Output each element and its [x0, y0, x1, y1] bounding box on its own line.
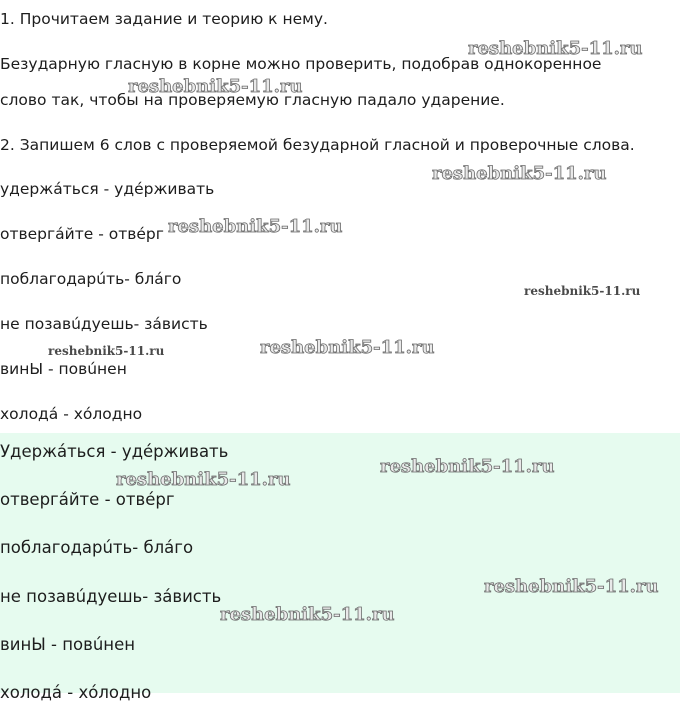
word-pair: удержáться - удéрживать	[0, 180, 215, 198]
watermark: reshebnik5-11.ru	[380, 456, 555, 477]
word-pair: отвергáйте - отвéрг	[0, 225, 164, 243]
answer-box	[0, 433, 680, 702]
theory-line-1: Безударную гласную в корне можно проверить, подобрав однокоренное	[0, 55, 602, 73]
watermark: reshebnik5-11.ru	[220, 604, 395, 625]
word-pair: винЫ - повúнен	[0, 360, 127, 378]
watermark: reshebnik5-11.ru	[524, 284, 641, 298]
watermark: reshebnik5-11.ru	[432, 163, 607, 184]
answer-word-pair: Удержáться - удéрживать	[0, 442, 229, 461]
step2-heading: 2. Запишем 6 слов с проверяемой безударной гласной и проверочные слова.	[0, 136, 635, 154]
watermark: reshebnik5-11.ru	[48, 344, 165, 358]
answer-word-pair: не позавúдуешь- зáвисть	[0, 587, 222, 606]
theory-line-2: слово так, чтобы на проверяемую гласную падало ударение.	[0, 91, 505, 109]
step1-heading: 1. Прочитаем задание и теорию к нему.	[0, 10, 328, 28]
answer-word-pair: винЫ - повúнен	[0, 635, 136, 654]
answer-word-pair: холодá - хóлодно	[0, 683, 152, 702]
word-pair: поблагодарúть- блáго	[0, 270, 182, 288]
answer-word-pair: отвергáйте - отвéрг	[0, 490, 175, 509]
watermark: reshebnik5-11.ru	[168, 216, 343, 237]
watermark: reshebnik5-11.ru	[260, 337, 435, 358]
word-pair: не позавúдуешь- зáвисть	[0, 315, 208, 333]
word-pair: холодá - хóлодно	[0, 405, 143, 423]
watermark: reshebnik5-11.ru	[468, 38, 643, 59]
watermark: reshebnik5-11.ru	[128, 76, 303, 97]
watermark: reshebnik5-11.ru	[116, 469, 291, 490]
watermark: reshebnik5-11.ru	[484, 576, 659, 597]
answer-word-pair: поблагодарúть- блáго	[0, 538, 194, 557]
